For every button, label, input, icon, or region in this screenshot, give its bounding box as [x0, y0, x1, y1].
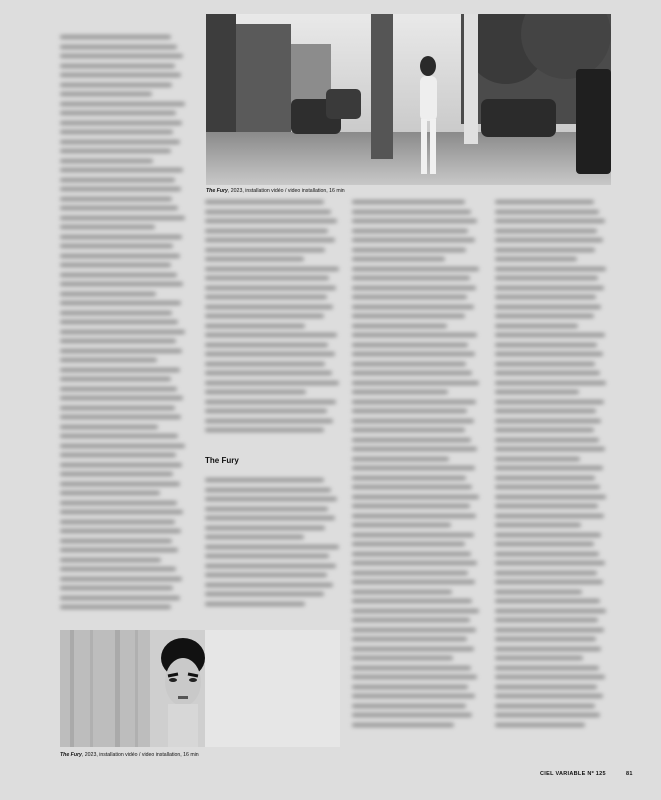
blurred-text-line — [352, 438, 471, 442]
blurred-text-line — [60, 111, 176, 115]
blurred-text-line — [352, 485, 472, 489]
blurred-text-line — [352, 618, 470, 622]
blurred-text-line — [352, 428, 465, 432]
blurred-text-line — [352, 713, 472, 717]
blurred-text-line — [495, 523, 581, 527]
top-caption-details: , 2023, installation vidéo / video installation, 16 min — [227, 188, 345, 194]
blurred-text-line — [352, 523, 451, 527]
blurred-text-line — [352, 419, 474, 423]
blurred-text-line — [60, 434, 178, 438]
blurred-text-line — [495, 542, 594, 546]
blurred-text-line — [60, 425, 158, 429]
blurred-text-line — [205, 478, 324, 482]
blurred-text-line — [205, 352, 335, 356]
blurred-text-line — [495, 200, 594, 204]
blurred-text-line — [60, 339, 176, 343]
blurred-text-line — [495, 637, 596, 641]
blurred-text-line — [352, 609, 479, 613]
blurred-text-line — [495, 504, 598, 508]
blurred-text-line — [352, 666, 471, 670]
blurred-text-line — [495, 599, 600, 603]
blurred-text-line — [352, 514, 476, 518]
blurred-text-line — [352, 286, 476, 290]
blurred-text-line — [60, 330, 185, 334]
blurred-text-line — [205, 362, 325, 366]
blurred-text-line — [495, 685, 597, 689]
blurred-text-line — [352, 533, 474, 537]
blurred-text-line — [352, 542, 465, 546]
blurred-text-line — [495, 514, 604, 518]
text-column-2 — [205, 200, 340, 445]
blurred-text-line — [60, 396, 183, 400]
blurred-text-line — [495, 352, 603, 356]
blurred-text-line — [352, 352, 475, 356]
blurred-text-line — [205, 343, 328, 347]
blurred-text-line — [205, 267, 339, 271]
blurred-text-line — [495, 590, 582, 594]
blurred-text-line — [495, 656, 583, 660]
blurred-text-line — [205, 409, 327, 413]
blurred-text-line — [495, 466, 603, 470]
blurred-text-line — [352, 580, 475, 584]
blurred-text-line — [60, 406, 175, 410]
blurred-text-line — [205, 333, 337, 337]
blurred-text-line — [352, 457, 449, 461]
blurred-text-line — [495, 305, 601, 309]
blurred-text-line — [60, 292, 156, 296]
blurred-text-line — [352, 248, 466, 252]
blurred-text-line — [60, 73, 181, 77]
blurred-text-line — [352, 561, 477, 565]
blurred-text-line — [205, 535, 304, 539]
blurred-text-line — [60, 235, 182, 239]
blurred-text-line — [352, 257, 445, 261]
blurred-text-line — [495, 419, 601, 423]
blurred-text-line — [495, 343, 597, 347]
blurred-text-line — [205, 573, 327, 577]
blurred-text-line — [352, 599, 472, 603]
blurred-text-line — [205, 516, 335, 520]
blurred-text-line — [495, 704, 595, 708]
blurred-text-line — [352, 466, 475, 470]
blurred-text-line — [205, 276, 329, 280]
blurred-text-line — [205, 545, 339, 549]
blurred-text-line — [495, 400, 604, 404]
blurred-text-line — [352, 694, 475, 698]
blurred-text-line — [352, 656, 453, 660]
blurred-text-line — [352, 400, 476, 404]
blurred-text-line — [495, 286, 604, 290]
blurred-text-line — [495, 580, 603, 584]
blurred-text-line — [60, 178, 175, 182]
blurred-text-line — [60, 577, 182, 581]
blurred-text-line — [352, 637, 467, 641]
blurred-text-line — [60, 501, 177, 505]
blurred-text-line — [60, 444, 185, 448]
blurred-text-line — [60, 453, 176, 457]
blurred-text-line — [205, 400, 336, 404]
blurred-text-line — [352, 590, 452, 594]
blurred-text-line — [352, 362, 466, 366]
blurred-text-line — [495, 447, 605, 451]
blurred-text-line — [60, 415, 181, 419]
blurred-text-line — [205, 238, 335, 242]
blurred-text-line — [205, 371, 332, 375]
blurred-text-line — [60, 244, 173, 248]
blurred-text-line — [352, 647, 474, 651]
blurred-text-line — [352, 685, 468, 689]
blurred-text-line — [495, 381, 606, 385]
blurred-text-line — [352, 476, 466, 480]
blurred-text-line — [60, 482, 180, 486]
blurred-text-line — [60, 472, 173, 476]
blurred-text-line — [60, 349, 182, 353]
blurred-text-line — [60, 206, 178, 210]
blurred-text-line — [352, 552, 471, 556]
blurred-text-line — [495, 362, 595, 366]
blurred-text-line — [495, 210, 599, 214]
blurred-text-line — [495, 457, 580, 461]
blurred-text-line — [60, 463, 182, 467]
blurred-text-line — [495, 324, 578, 328]
blurred-text-line — [495, 229, 597, 233]
blurred-text-line — [352, 210, 471, 214]
blurred-text-line — [60, 121, 182, 125]
blurred-text-line — [495, 495, 606, 499]
section-heading: The Fury — [205, 456, 239, 465]
blurred-text-line — [495, 694, 603, 698]
blurred-text-line — [352, 409, 467, 413]
blurred-text-line — [352, 447, 477, 451]
bottom-caption-details: , 2023, installation vidéo / video installation, 16 min — [81, 752, 199, 758]
blurred-text-line — [60, 301, 181, 305]
blurred-text-line — [495, 219, 605, 223]
blurred-text-line — [205, 257, 304, 261]
blurred-text-line — [352, 371, 472, 375]
blurred-text-line — [60, 358, 157, 362]
blurred-text-line — [495, 666, 599, 670]
blurred-text-line — [205, 248, 325, 252]
blurred-text-line — [352, 229, 468, 233]
blurred-text-line — [60, 149, 171, 153]
blurred-text-line — [352, 324, 447, 328]
blurred-text-line — [495, 485, 600, 489]
blurred-text-line — [495, 314, 594, 318]
blurred-text-line — [352, 200, 465, 204]
blurred-text-line — [205, 219, 337, 223]
blurred-text-line — [495, 438, 599, 442]
blurred-text-line — [352, 495, 479, 499]
footer-page-number: 81 — [626, 771, 633, 777]
bottom-photo-caption — [60, 752, 199, 758]
blurred-text-line — [205, 488, 331, 492]
blurred-text-line — [352, 295, 467, 299]
top-caption-title: The Fury — [206, 188, 228, 194]
blurred-text-line — [60, 225, 155, 229]
blurred-text-line — [60, 54, 183, 58]
blurred-text-line — [495, 257, 577, 261]
blurred-text-line — [60, 168, 183, 172]
blurred-text-line — [205, 554, 329, 558]
blurred-text-line — [60, 159, 153, 163]
blurred-text-line — [495, 267, 606, 271]
blurred-text-line — [205, 324, 305, 328]
blurred-text-line — [495, 609, 606, 613]
blurred-text-line — [495, 248, 595, 252]
blurred-text-line — [60, 140, 180, 144]
blurred-text-line — [495, 533, 601, 537]
blurred-text-line — [205, 602, 305, 606]
blurred-text-line — [352, 238, 475, 242]
blurred-text-line — [352, 267, 479, 271]
blurred-text-line — [495, 238, 603, 242]
blurred-text-line — [352, 571, 468, 575]
text-column-4 — [495, 200, 607, 740]
blurred-text-line — [495, 276, 598, 280]
blurred-text-line — [60, 558, 161, 562]
blurred-text-line — [60, 263, 171, 267]
blurred-text-line — [205, 381, 339, 385]
blurred-text-line — [352, 504, 470, 508]
blurred-text-line — [60, 567, 176, 571]
blurred-text-line — [60, 596, 180, 600]
portrait-image — [60, 630, 340, 747]
blurred-text-line — [60, 216, 185, 220]
blurred-text-line — [205, 200, 324, 204]
blurred-text-line — [352, 381, 479, 385]
blurred-text-line — [60, 83, 172, 87]
blurred-text-line — [495, 409, 596, 413]
blurred-text-line — [205, 583, 333, 587]
bottom-photo — [60, 630, 340, 747]
top-photo — [206, 14, 611, 185]
blurred-text-line — [205, 390, 306, 394]
blurred-text-line — [60, 491, 160, 495]
blurred-text-line — [60, 548, 178, 552]
blurred-text-line — [495, 628, 604, 632]
blurred-text-line — [205, 229, 328, 233]
blurred-text-line — [60, 35, 171, 39]
blurred-text-line — [60, 368, 180, 372]
blurred-text-line — [205, 210, 331, 214]
blurred-text-line — [60, 130, 173, 134]
blurred-text-line — [205, 526, 325, 530]
blurred-text-line — [60, 529, 181, 533]
blurred-text-line — [205, 592, 324, 596]
blurred-text-line — [352, 219, 477, 223]
blurred-text-line — [60, 539, 172, 543]
blurred-text-line — [495, 476, 595, 480]
blurred-text-line — [352, 390, 448, 394]
blurred-text-line — [495, 333, 605, 337]
blurred-text-line — [60, 520, 175, 524]
footer-magazine: CIEL VARIABLE Nº 125 — [540, 771, 606, 777]
blurred-text-line — [352, 704, 466, 708]
blurred-text-line — [495, 390, 579, 394]
blurred-text-line — [352, 675, 477, 679]
blurred-text-line — [60, 45, 177, 49]
blurred-text-line — [495, 371, 600, 375]
blurred-text-line — [495, 723, 585, 727]
blurred-text-line — [60, 605, 171, 609]
blurred-text-line — [495, 675, 605, 679]
text-column-2b — [205, 478, 340, 618]
blurred-text-line — [205, 564, 336, 568]
blurred-text-line — [60, 254, 180, 258]
blurred-text-line — [60, 102, 185, 106]
blurred-text-line — [352, 314, 465, 318]
blurred-text-line — [60, 320, 178, 324]
blurred-text-line — [60, 282, 183, 286]
blurred-text-line — [205, 314, 324, 318]
top-photo-caption — [206, 188, 345, 194]
blurred-text-line — [495, 552, 599, 556]
blurred-text-line — [352, 723, 454, 727]
text-column-1 — [60, 35, 186, 615]
blurred-text-line — [60, 64, 175, 68]
blurred-text-line — [60, 387, 177, 391]
blurred-text-line — [495, 295, 596, 299]
blurred-text-line — [495, 618, 598, 622]
blurred-text-line — [495, 571, 597, 575]
blurred-text-line — [205, 286, 336, 290]
blurred-text-line — [205, 305, 333, 309]
blurred-text-line — [495, 561, 605, 565]
blurred-text-line — [352, 343, 468, 347]
text-column-3 — [352, 200, 480, 740]
blurred-text-line — [205, 507, 328, 511]
blurred-text-line — [60, 311, 172, 315]
blurred-text-line — [352, 276, 470, 280]
blurred-text-line — [60, 586, 173, 590]
blurred-text-line — [495, 713, 600, 717]
blurred-text-line — [205, 497, 337, 501]
blurred-text-line — [205, 419, 333, 423]
blurred-text-line — [205, 295, 327, 299]
bottom-caption-title: The Fury — [60, 752, 82, 758]
blurred-text-line — [495, 647, 601, 651]
street-scene-image — [206, 14, 611, 185]
blurred-text-line — [352, 305, 474, 309]
blurred-text-line — [60, 197, 172, 201]
blurred-text-line — [60, 92, 152, 96]
blurred-text-line — [205, 428, 324, 432]
blurred-text-line — [352, 628, 476, 632]
blurred-text-line — [352, 333, 477, 337]
blurred-text-line — [60, 273, 177, 277]
blurred-text-line — [60, 377, 171, 381]
blurred-text-line — [60, 187, 181, 191]
blurred-text-line — [495, 428, 594, 432]
blurred-text-line — [60, 510, 183, 514]
